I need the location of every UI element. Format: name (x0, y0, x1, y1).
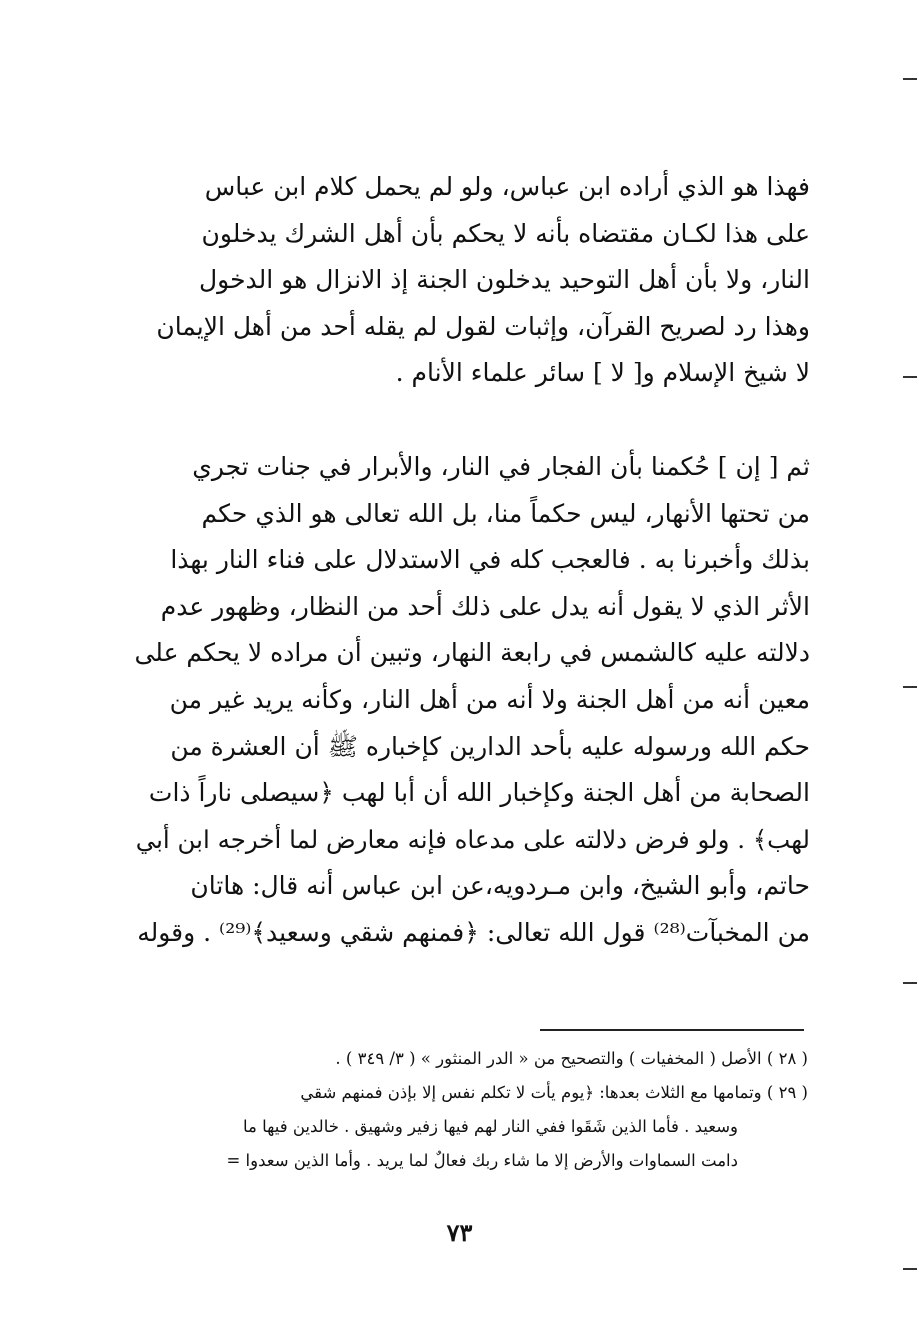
footnote-29-continuation: وسعيد . فأما الذين شَقَوا ففي النار لهم فيها زفير وشهيق . خالدين فيها ما (243, 1117, 738, 1136)
text-line: لهب﴾ . ولو فرض دلالته على مدعاه فإنه معارض لما أخرجه ابن أبي (135, 824, 810, 854)
text-line: حكم الله ورسوله عليه بأحد الدارين كإخباره ﷺ أن العشرة من (170, 731, 810, 761)
text-line: معين أنه من أهل الجنة ولا أنه من أهل النار، وكأنه يريد غير من (169, 684, 810, 714)
footnote-29-continuation: دامت السماوات والأرض إلا ما شاء ربك فعالٌ لما يريد . وأما الذين سعدوا = (226, 1151, 738, 1170)
text-line: من المخبآت⁽²⁸⁾ قول الله تعالى: ﴿فمنهم شقي وسعيد﴾⁽²⁹⁾ . وقوله (137, 917, 810, 947)
paragraph-2 (132, 444, 810, 957)
text-line: على هذا لكـان مقتضاه بأنه لا يحكم بأن أهل الشرك يدخلون (201, 218, 810, 248)
edge-mark (903, 686, 917, 688)
footnote-divider (540, 1029, 804, 1031)
page-number: ٧٣ (446, 1218, 473, 1247)
footnote-28: ( ٢٨ ) الأصل ( المخفيات ) والتصحيح من « الدر المنثور » ( ٣/ ٣٤٩ ) . (335, 1049, 808, 1068)
text-line: وهذا رد لصريح القرآن، وإثبات لقول لم يقله أحد من أهل الإيمان (156, 311, 810, 341)
text-line: الصحابة من أهل الجنة وكإخبار الله أن أبا لهب ﴿سيصلى ناراً ذات (148, 778, 810, 808)
edge-mark (903, 982, 917, 984)
text-line: لا شيخ الإسلام و[ لا ] سائر علماء الأنام . (395, 358, 810, 388)
edge-mark (903, 78, 917, 80)
text-line: النار، ولا بأن أهل التوحيد يدخلون الجنة إذ الانزال هو الدخول (199, 265, 810, 295)
text-line: الأثر الذي لا يقول أنه يدل على ذلك أحد من النظار، وظهور عدم (160, 591, 810, 621)
text-line: ثم [ إن ] حُكمنا بأن الفجار في النار، والأبرار في جنات تجري (192, 452, 810, 481)
text-line: بذلك وأخبرنا به . فالعجب كله في الاستدلال على فناء النار بهذا (170, 545, 810, 575)
text-line: فهذا هو الذي أراده ابن عباس، ولو لم يحمل كلام ابن عباس (204, 172, 810, 201)
text-line: حاتم، وأبو الشيخ، وابن مـردويه،عن ابن عباس أنه قال: هاتان (190, 871, 810, 901)
text-line: دلالته عليه كالشمس في رابعة النهار، وتبين أن مراده لا يحكم على (134, 638, 810, 668)
text-line: من تحتها الأنهار، ليس حكماً منا، بل الله تعالى هو الذي حكم (201, 498, 810, 528)
paragraph-1 (132, 164, 810, 397)
edge-mark (903, 1268, 917, 1270)
footnote-29: ( ٢٩ ) وتمامها مع الثلاث بعدها: ﴿يوم يأت لا تكلم نفس إلا بإذن فمنهم شقي (300, 1083, 808, 1102)
footnotes (110, 1042, 808, 1178)
edge-mark (903, 376, 917, 378)
